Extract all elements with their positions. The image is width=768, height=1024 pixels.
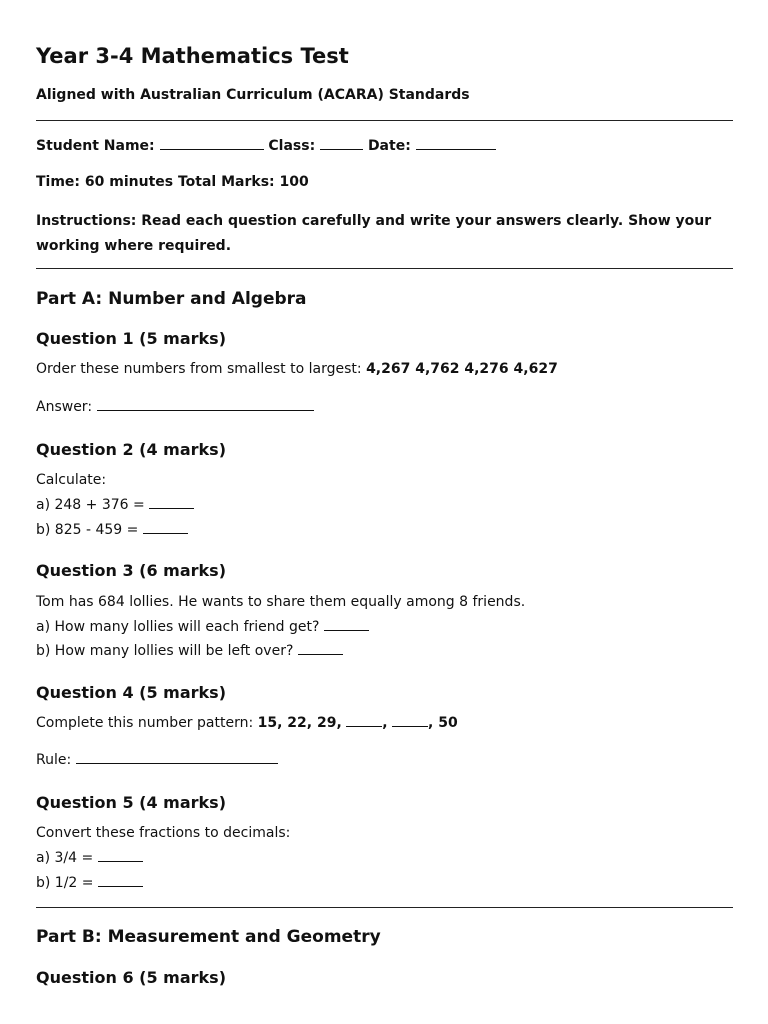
question-3b — [36, 642, 343, 659]
time-marks: Time: 60 minutes Total Marks: 100 — [36, 174, 309, 190]
question-6-heading: Question 6 (5 marks) — [36, 968, 227, 987]
question-1-answer-blank[interactable] — [97, 398, 314, 411]
question-1-prompt — [36, 361, 558, 377]
question-4-heading: Question 4 (5 marks) — [36, 683, 227, 702]
question-3-heading: Question 3 (6 marks) — [36, 561, 227, 580]
question-5b — [36, 874, 143, 891]
rule-label: Rule: — [36, 752, 72, 768]
student-info-line — [36, 137, 496, 154]
question-2b-text: b) 825 - 459 = — [36, 522, 139, 538]
rule-blank[interactable] — [76, 751, 278, 764]
question-4-prompt — [36, 714, 458, 731]
pattern-start: 15, 22, 29, — [257, 715, 342, 731]
pattern-blank-1[interactable] — [346, 714, 382, 727]
question-2-heading: Question 2 (4 marks) — [36, 440, 227, 459]
question-5-intro: Convert these fractions to decimals: — [36, 825, 291, 841]
question-4-rule-line — [36, 751, 278, 768]
date-blank[interactable] — [416, 137, 496, 150]
question-2a — [36, 496, 194, 513]
question-1-numbers: 4,267 4,762 4,276 4,627 — [366, 361, 558, 377]
pattern-blank-2[interactable] — [392, 714, 428, 727]
class-label: Class: — [268, 138, 316, 154]
student-name-blank[interactable] — [160, 137, 264, 150]
question-3b-text: b) How many lollies will be left over? — [36, 643, 294, 659]
page-title: Year 3-4 Mathematics Test — [36, 44, 349, 68]
pattern-end: , 50 — [428, 715, 458, 731]
question-3b-blank[interactable] — [298, 642, 343, 655]
pattern-separator: , — [382, 715, 388, 731]
part-b-heading: Part B: Measurement and Geometry — [36, 927, 381, 947]
question-2b — [36, 521, 188, 538]
question-2-intro: Calculate: — [36, 472, 107, 488]
divider — [36, 268, 733, 269]
question-5a — [36, 849, 143, 866]
question-3a-text: a) How many lollies will each friend get? — [36, 619, 320, 635]
question-5a-blank[interactable] — [98, 849, 143, 862]
question-1-text: Order these numbers from smallest to largest: — [36, 361, 362, 377]
date-label: Date: — [367, 138, 411, 154]
question-5b-blank[interactable] — [98, 874, 143, 887]
instructions: Instructions: Read each question carefully and write your answers clearly. Show your working where required. — [36, 213, 712, 254]
student-name-label: Student Name: — [36, 138, 155, 154]
answer-label: Answer: — [36, 399, 93, 415]
page-subtitle: Aligned with Australian Curriculum (ACARA) Standards — [36, 87, 470, 103]
question-3a-blank[interactable] — [324, 618, 369, 631]
question-1-heading: Question 1 (5 marks) — [36, 329, 227, 348]
question-5a-text: a) 3/4 = — [36, 850, 94, 866]
question-5b-text: b) 1/2 = — [36, 875, 94, 891]
part-a-heading: Part A: Number and Algebra — [36, 289, 307, 309]
question-2a-blank[interactable] — [149, 496, 194, 509]
divider — [36, 120, 733, 121]
divider — [36, 907, 733, 908]
question-3a — [36, 618, 369, 635]
question-2a-text: a) 248 + 376 = — [36, 497, 145, 513]
question-1-answer-line — [36, 398, 314, 415]
question-5-heading: Question 5 (4 marks) — [36, 793, 227, 812]
question-4-text: Complete this number pattern: — [36, 715, 254, 731]
question-3-intro: Tom has 684 lollies. He wants to share them equally among 8 friends. — [36, 594, 526, 610]
question-2b-blank[interactable] — [143, 521, 188, 534]
class-blank[interactable] — [320, 137, 363, 150]
